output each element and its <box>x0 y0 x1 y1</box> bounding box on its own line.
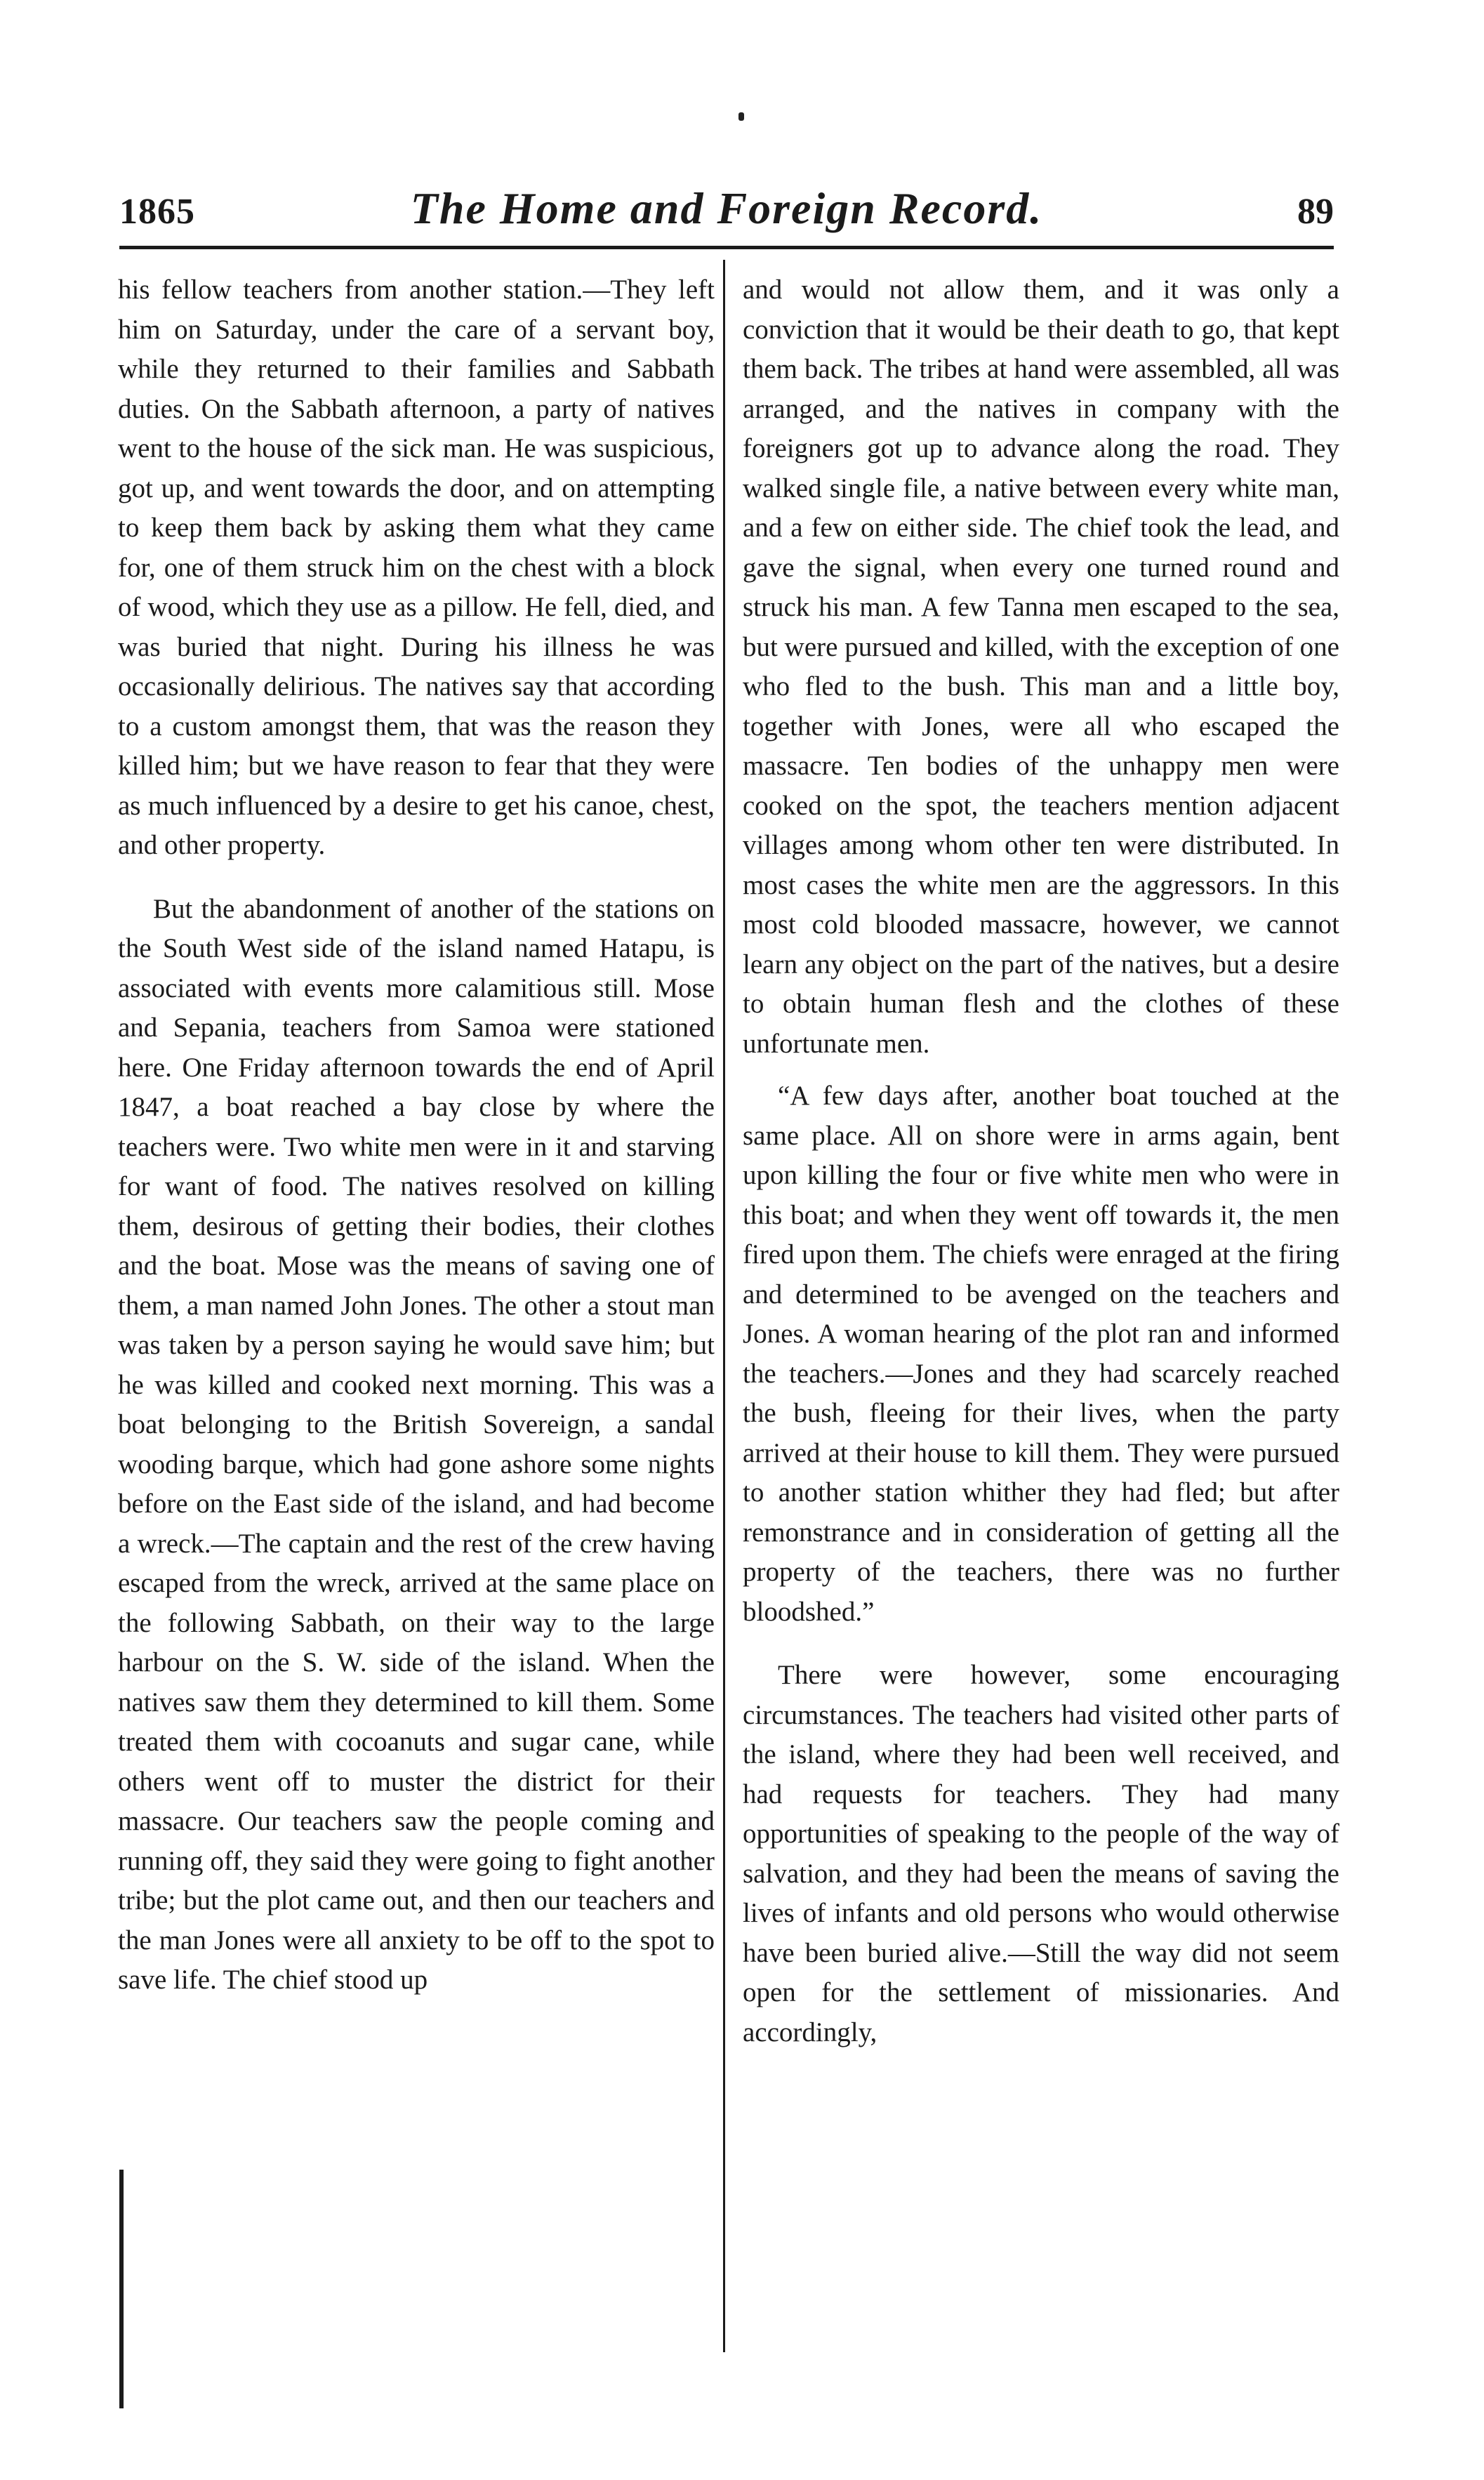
left-paragraph-2: But the abandonment of another of the stations on the South West side of the island named Hatapu, is associated with events more calamitious still. Mose and Sepania, teachers from Samoa were stationed here. One Friday afternoon towards the end of April 1847, a boat reached a bay close by where the teachers were. Two white men were in it and starving for want of food. The natives resolved on killing them, desirous of getting their bodies, their clothes and the boat. Mose was the means of saving one of them, a man named John Jones. The other a stout man was taken by a person saying he would save him; but he was killed and cooked next morning. This was a boat belonging to the British Sovereign, a sandal wooding barque, which had gone ashore some nights before on the East side of the island, and had become a wreck.—The captain and the rest of the crew having escaped from the wreck, arrived at the same place on the following Sabbath, on their way to the large harbour on the S. W. side of the island. When the natives saw them they determined to kill them. Some treated them with cocoanuts and sugar cane, while others went off to muster the district for their massacre. Our teachers saw the people coming and running off, they said they were going to fight another tribe; but the plot came out, and then our teachers and the man Jones were all anxiety to be off to the spot to save life. The chief stood up <box>118 893 715 1995</box>
right-paragraph-3: There were however, some encouraging circumstances. The teachers had visited other parts of the island, where they had been well received, and had requests for teachers. They had many opportunities of speaking to the people of the way of salvation, and they had been the means of saving the lives of infants and old persons who would otherwise have been buried alive.—Still the way did not seem open for the settlement of missionaries. And accordingly, <box>743 1660 1339 2047</box>
page-header <box>119 183 1334 246</box>
margin-scan-mark <box>119 2170 124 2408</box>
header-year: 1865 <box>119 192 195 232</box>
publication-title: The Home and Foreign Record. <box>410 183 1043 233</box>
right-column <box>743 270 1339 2052</box>
print-mark <box>738 112 744 121</box>
right-paragraph-1: and would not allow them, and it was only a conviction that it would be their death to go, that kept them back. The tribes at hand were assembled, all was arranged, and the natives in company with the foreigners got up to advance along the road. They walked single file, a native between every white man, and a few on either side. The chief took the lead, and gave the signal, when every one turned round and struck his man. A few Tanna men escaped to the sea, but were pursued and killed, with the exception of one who fled to the bush. This man and a little boy, together with Jones, were all who escaped the massacre. Ten bodies of the unhappy men were cooked on the spot, the teachers mention adjacent villages among whom other ten were distributed. In most cases the white men are the aggressors. In this most cold blooded massacre, however, we cannot learn any object on the part of the natives, but a desire to obtain human flesh and the clothes of these unfortunate men. <box>743 275 1339 1059</box>
left-paragraph-1: his fellow teachers from another station.—They left him on Saturday, under the care of a servant boy, while they returned to their families and Sabbath duties. On the Sabbath afternoon, a party of natives went to the house of the sick man. He was suspicious, got up, and went towards the door, and on attempting to keep them back by asking them what they came for, one of them struck him on the chest with a block of wood, which they use as a pillow. He fell, died, and was buried that night. During his illness he was occasionally delirious. The natives say that according to a custom amongst them, that was the reason they killed him; but we have reason to fear that they were as much influenced by a desire to get his canoe, chest, and other property. <box>118 275 715 860</box>
left-column <box>118 270 715 2000</box>
right-paragraph-2: “A few days after, another boat touched at the same place. All on shore were in arms again, bent upon killing the four or five white men who were in this boat; and when they went off towards it, the men fired upon them. The chiefs were enraged at the firing and determined to be avenged on the teachers and Jones. A woman hearing of the plot ran and informed the teachers.—Jones and they had scarcely reached the bush, fleeing for their lives, when the party arrived at their house to kill them. They were pursued to another station whither they had fled; but after remonstrance and in consideration of getting all the property of the teachers, there was no further bloodshed.” <box>743 1081 1339 1627</box>
page-number: 89 <box>1297 192 1334 232</box>
header-rule <box>119 246 1334 249</box>
column-divider <box>723 260 725 2352</box>
